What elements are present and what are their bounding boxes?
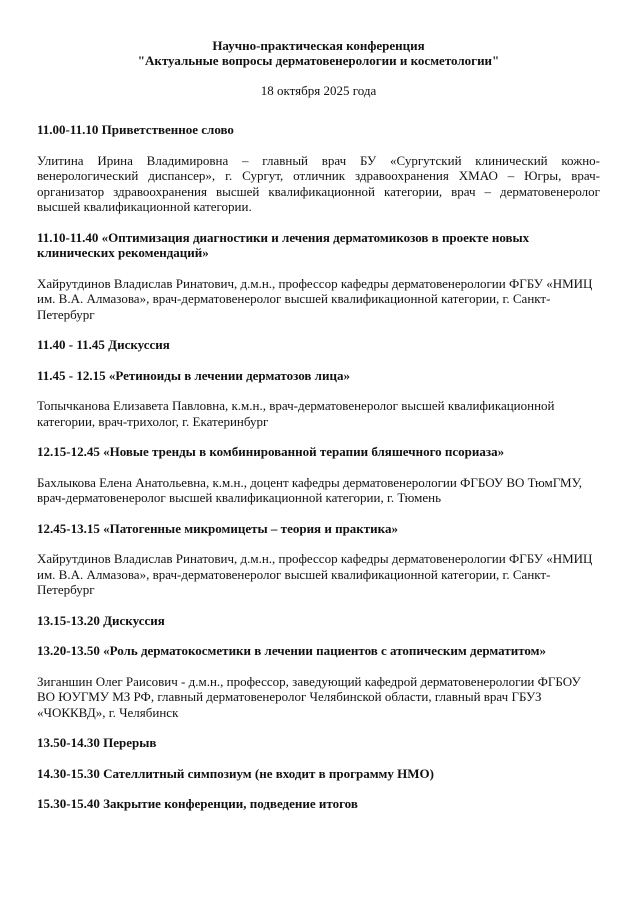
program-list	[37, 122, 600, 812]
conference-title: "Актуальные вопросы дерматовенерологии и косметологии"	[137, 53, 500, 68]
session-title: 11.00-11.10 Приветственное слово	[37, 122, 234, 137]
speaker-info: Улитина Ирина Владимировна – главный врач БУ «Сургутский клинический кожно-венерологический диспансер», г. Сургут, отличник здравоохранения ХМАО – Югры, врач-организатор здравоохранения высшей квалификационной категории, врач – дерматовенеролог высшей квалификационной категории.	[37, 152, 600, 214]
speaker-info: Хайрутдинов Владислав Ринатович, д.м.н., профессор кафедры дерматовенерологии ФГБУ «НМИЦ им. В.А. Алмазова», врач-дерматовенеролог высшей квалификационной категории, г. Санкт-Петербург	[37, 275, 593, 322]
program-item	[37, 368, 600, 430]
session-title: 14.30-15.30 Сателлитный симпозиум (не входит в программу НМО)	[37, 765, 434, 781]
program-item	[37, 122, 600, 215]
program-item	[37, 444, 600, 506]
program-item	[37, 643, 600, 720]
speaker-info: Бахлыкова Елена Анатольевна, к.м.н., доцент кафедры дерматовенерологии ФГБОУ ВО ТюмГМУ, врач-дерматовенеролог высшей квалификационной категории, г. Тюмень	[37, 474, 582, 505]
document-page	[37, 38, 600, 827]
program-item	[37, 796, 600, 812]
session-title: 11.40 - 11.45 Дискуссия	[37, 337, 170, 352]
speaker-info: Топычканова Елизавета Павловна, к.м.н., врач-дерматовенеролог высшей квалификационной категории, врач-трихолог, г. Екатеринбург	[37, 398, 555, 429]
program-item	[37, 766, 600, 782]
session-title: 13.20-13.50 «Роль дерматокосметики в лечении пациентов с атопическим дерматитом»	[37, 643, 547, 658]
conference-type: Научно-практическая конференция	[212, 38, 425, 53]
program-item	[37, 521, 600, 598]
session-title: 12.45-13.15 «Патогенные микромицеты – теория и практика»	[37, 520, 398, 536]
program-item	[37, 230, 600, 323]
session-title: 12.15-12.45 «Новые тренды в комбинированной терапии бляшечного псориаза»	[37, 444, 505, 459]
speaker-info: Хайрутдинов Владислав Ринатович, д.м.н., профессор кафедры дерматовенерологии ФГБУ «НМИЦ им. В.А. Алмазова», врач-дерматовенеролог высшей квалификационной категории, г. Санкт-Петербург	[37, 551, 593, 597]
program-item	[37, 613, 600, 629]
session-title: 13.15-13.20 Дискуссия	[37, 612, 165, 628]
speaker-info: Зиганшин Олег Раисович - д.м.н., профессор, заведующий кафедрой дерматовенерологии ФГБОУ ВО ЮУГМУ МЗ РФ, главный дерматовенеролог Челябинской области, главный врач ГБУЗ «ЧОККВД», г. Челябинск	[37, 673, 581, 720]
session-title: 11.10-11.40 «Оптимизация диагностики и лечения дерматомикозов в проекте новых клинических рекомендаций»	[37, 229, 530, 260]
session-title: 13.50-14.30 Перерыв	[37, 735, 157, 750]
session-title: 11.45 - 12.15 «Ретиноиды в лечении дерматозов лица»	[37, 367, 350, 383]
session-title: 15.30-15.40 Закрытие конференции, подведение итогов	[37, 796, 358, 811]
conference-date: 18 октября 2025 года	[260, 83, 377, 98]
program-item	[37, 337, 600, 353]
program-item	[37, 735, 600, 751]
